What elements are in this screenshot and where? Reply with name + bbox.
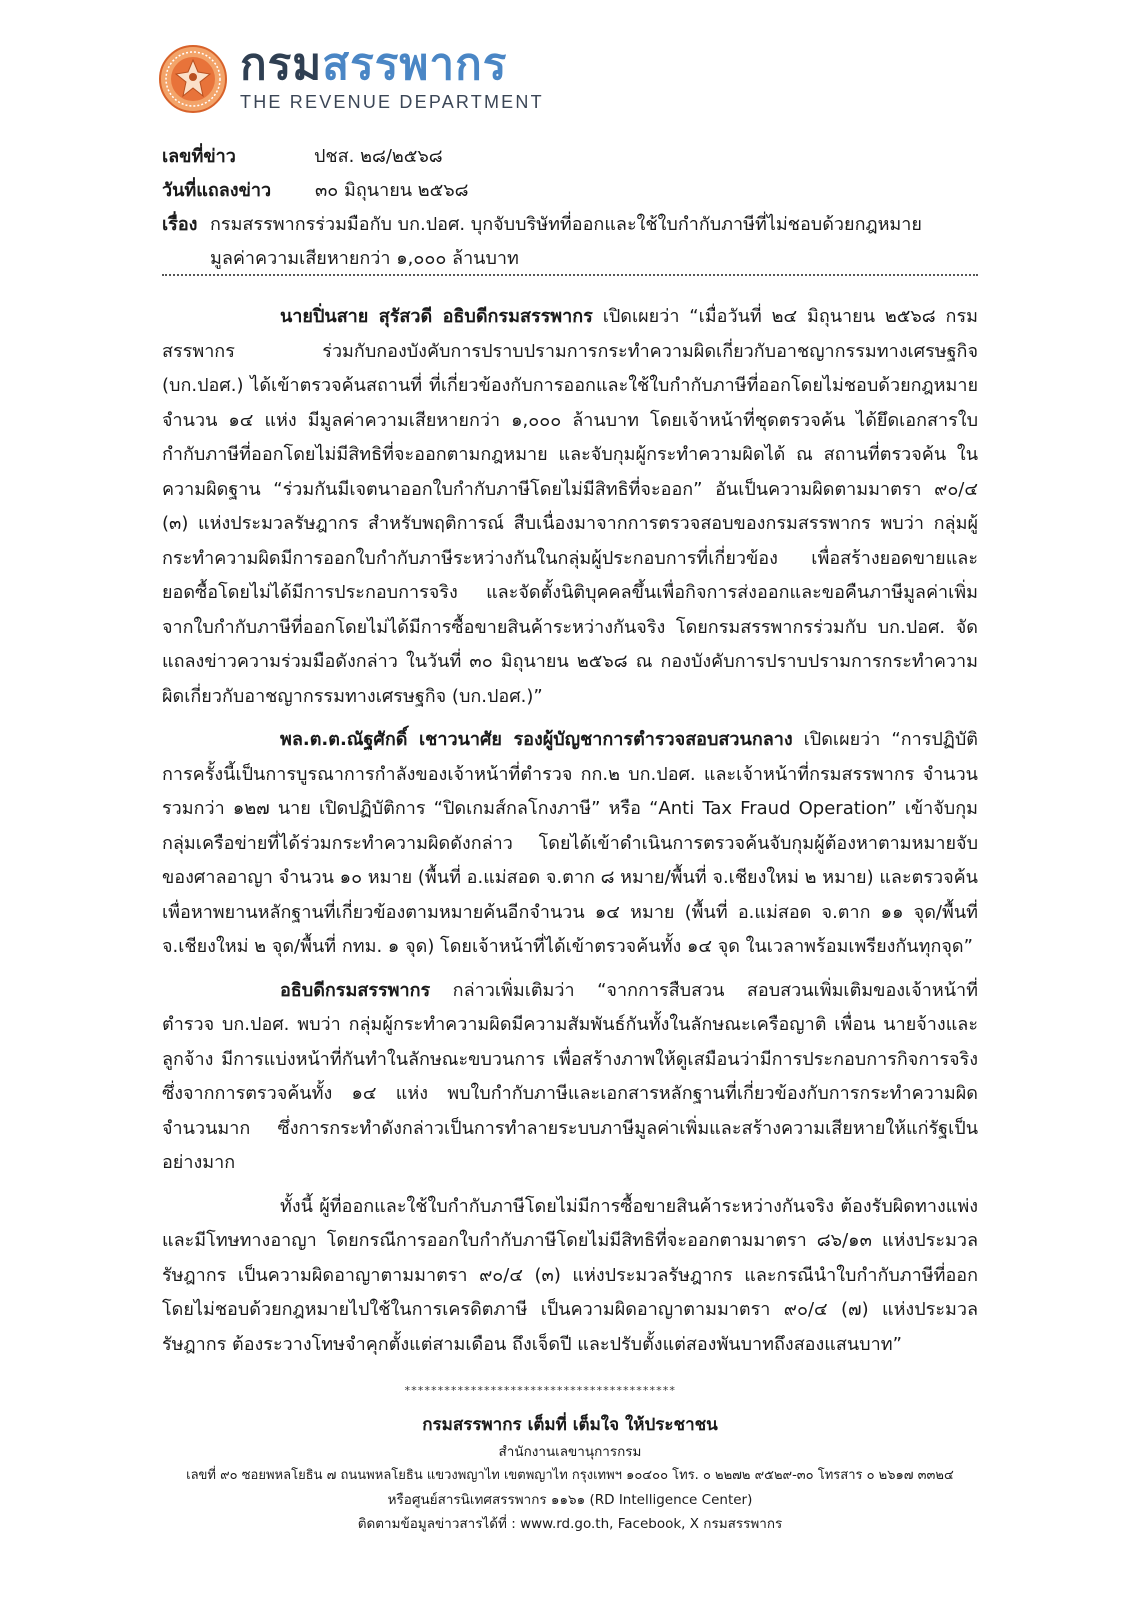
paragraph-2-speaker: พล.ต.ต.ณัฐศักดิ์ เชาวนาศัย รองผู้บัญชาการตำรวจสอบสวนกลาง [280, 729, 793, 750]
brand-name-th-part1: กรม [240, 39, 323, 90]
brand-name-en: THE REVENUE DEPARTMENT [240, 92, 544, 112]
paragraph-3-text: กล่าวเพิ่มเติมว่า “จากการสืบสวน สอบสวนเพิ่มเติมของเจ้าหน้าที่ตำรวจ บก.ปอศ. พบว่า กลุ่มผู้กระทำความผิดมีความสัมพันธ์กันทั้งในลักษณะเครือญาติ เพื่อน นายจ้างและลูกจ้าง มีการแบ่งหน้าที่กันทำในลักษณะขบวนการ เพื่อสร้างภาพให้ดูเสมือนว่ามีการประกอบการกิจการจริง ซึ่งจากการตรวจค้นทั้ง ๑๔ แห่ง พบใบกำกับภาษีและเอกสารหลักฐานที่เกี่ยวข้องกับการกระทำความผิดจำนวนมาก ซึ่งการกระทำดังกล่าวเป็นการทำลายระบบภาษีมูลค่าเพิ่มและสร้างความเสียหายให้แก่รัฐเป็นอย่างมาก [162, 979, 978, 1173]
press-release-body [162, 300, 978, 1371]
date-value: ๓๐ มิถุนายน ๒๕๖๘ [315, 180, 469, 201]
footer-info-center: หรือศูนย์สารนิเทศสรรพากร ๑๑๖๑ (RD Intelligence Center) [387, 1492, 753, 1508]
footer-slogan: กรมสรรพากร เต็มที่ เต็มใจ ให้ประชาชน [422, 1415, 718, 1435]
revenue-department-seal-icon [158, 44, 228, 114]
footer [162, 1410, 978, 1536]
paragraph-3-speaker: อธิบดีกรมสรรพากร [280, 979, 431, 1001]
paragraph-1-speaker: นายปิ่นสาย สุรัสวดี อธิบดีกรมสรรพากร [280, 306, 593, 327]
subject-line-1: กรมสรรพากรร่วมมือกับ บก.ปอศ. บุกจับบริษัทที่ออกและใช้ใบกำกับภาษีที่ไม่ชอบด้วยกฎหมาย [210, 214, 922, 235]
paragraph-1 [162, 300, 978, 714]
footer-follow-links: ติดตามข้อมูลข่าวสารได้ที่ : www.rd.go.th, Facebook, X กรมสรรพากร [357, 1516, 783, 1532]
star-separator: ***************************************** [404, 1384, 676, 1397]
brand-name-th-part2: สรรพากร [322, 39, 508, 90]
subject-line-2: มูลค่าความเสียหายกว่า ๑,๐๐๐ ล้านบาท [210, 248, 519, 269]
news-number-value: ปชส. ๒๘/๒๕๖๘ [314, 146, 443, 167]
subject-value [210, 208, 1010, 276]
paragraph-2-text: เปิดเผยว่า “การปฏิบัติการครั้งนี้เป็นการบูรณาการกำลังของเจ้าหน้าที่ตำรวจ กก.๒ บก.ปอศ. และเจ้าหน้าที่กรมสรรพากร จำนวนรวมกว่า ๑๒๗ นาย เปิดปฏิบัติการ “ปิดเกมส์กลโกงภาษี” หรือ “Anti Tax Fraud Operation” เข้าจับกุมกลุ่มเครือข่ายที่ได้ร่วมกระทำความผิดดังกล่าว โดยได้เข้าดำเนินการตรวจค้นจับกุมผู้ต้องหาตามหมายจับของศาลอาญา จำนวน ๑๐ หมาย (พื้นที่ อ.แม่สอด จ.ตาก ๘ หมาย/พื้นที่ จ.เชียงใหม่ ๒ หมาย) และตรวจค้นเพื่อหาพยานหลักฐานที่เกี่ยวข้องตามหมายค้นอีกจำนวน ๑๔ หมาย (พื้นที่ อ.แม่สอด จ.ตาก ๑๑ จุด/พื้นที่ จ.เชียงใหม่ ๒ จุด/พื้นที่ กทม. ๑ จุด) โดยเจ้าหน้าที่ได้เข้าตรวจค้นทั้ง ๑๔ จุด ในเวลาพร้อมเพรียงกันทุกจุด” [162, 729, 978, 957]
paragraph-4-text: ทั้งนี้ ผู้ที่ออกและใช้ใบกำกับภาษีโดยไม่มีการซื้อขายสินค้าระหว่างกันจริง ต้องรับผิดทางแพ่งและมีโทษทางอาญา โดยกรณีการออกใบกำกับภาษีโดยไม่มีสิทธิที่จะออกตามมาตรา ๘๖/๑๓ แห่งประมวลรัษฎากร เป็นความผิดอาญาตามมาตรา ๙๐/๔ (๓) แห่งประมวลรัษฎากร และกรณีนำใบกำกับภาษีที่ออกโดยไม่ชอบด้วยกฎหมายไปใช้ในการเครดิตภาษี เป็นความผิดอาญาตามมาตรา ๙๐/๔ (๗) แห่งประมวลรัษฎากร ต้องระวางโทษจำคุกตั้งแต่สามเดือน ถึงเจ็ดปี และปรับตั้งแต่สองพันบาทถึงสองแสนบาท” [162, 1195, 978, 1355]
letterhead [158, 38, 578, 118]
paragraph-4 [162, 1190, 978, 1363]
brand-logo [240, 40, 544, 113]
paragraph-1-text: เปิดเผยว่า “เมื่อวันที่ ๒๔ มิถุนายน ๒๕๖๘ กรมสรรพากร ร่วมกับกองบังคับการปราบปรามการกระทำความผิดเกี่ยวกับอาชญากรรมทางเศรษฐกิจ (บก.ปอศ.) ได้เข้าตรวจค้นสถานที่ ที่เกี่ยวข้องกับการออกและใช้ใบกำกับภาษีที่ออกโดยไม่ชอบด้วยกฎหมาย จำนวน ๑๔ แห่ง มีมูลค่าความเสียหายกว่า ๑,๐๐๐ ล้านบาท โดยเจ้าหน้าที่ชุดตรวจค้น ได้ยึดเอกสารใบกำกับภาษีที่ออกโดยไม่มีสิทธิที่จะออกตามกฎหมาย และจับกุมผู้กระทำความผิดได้ ณ สถานที่ตรวจค้น ในความผิดฐาน “ร่วมกันมีเจตนาออกใบกำกับภาษีโดยไม่มีสิทธิที่จะออก” อันเป็นความผิดตามมาตรา ๙๐/๔ (๓) แห่งประมวลรัษฎากร สำหรับพฤติการณ์ สืบเนื่องมาจากการตรวจสอบของกรมสรรพากร พบว่า กลุ่มผู้กระทำความผิดมีการออกใบกำกับภาษีระหว่างกันในกลุ่มผู้ประกอบการที่เกี่ยวข้อง เพื่อสร้างยอดขายและยอดซื้อโดยไม่ได้มีการประกอบการจริง และจัดตั้งนิติบุคคลขึ้นเพื่อกิจการส่งออกและขอคืนภาษีมูลค่าเพิ่มจากใบกำกับภาษีที่ออกโดยไม่ได้มีการซื้อขายสินค้าระหว่างกันจริง โดยกรมสรรพากรร่วมกับ บก.ปอศ. จัดแถลงข่าวความร่วมมือดังกล่าว ในวันที่ ๓๐ มิถุนายน ๒๕๖๘ ณ กองบังคับการปราบปรามการกระทำความผิดเกี่ยวกับอาชญากรรมทางเศรษฐกิจ (บก.ปอศ.)” [162, 306, 978, 707]
paragraph-3 [162, 974, 978, 1181]
footer-address: เลขที่ ๙๐ ซอยพหลโยธิน ๗ ถนนพหลโยธิน แขวงพญาไท เขตพญาไท กรุงเทพฯ ๑๐๔๐๐ โทร. ๐ ๒๒๗๒ ๙๕๒๙-๓๐ โทรสาร ๐ ๒๖๑๗ ๓๓๒๔ [186, 1468, 954, 1483]
brand-name-th [240, 40, 544, 90]
news-meta [162, 140, 1022, 276]
dotted-divider [162, 272, 978, 276]
date-row: วันที่แถลงข่าว ๓๐ มิถุนายน ๒๕๖๘ [162, 174, 1022, 208]
news-number-row: เลขที่ข่าว ปชส. ๒๘/๒๕๖๘ [162, 140, 1022, 174]
subject-row: เรื่อง กรมสรรพากรร่วมมือกับ บก.ปอศ. บุกจับบริษัทที่ออกและใช้ใบกำกับภาษีที่ไม่ชอบด้วยกฎหมาย มูลค่าความเสียหายกว่า ๑,๐๐๐ ล้านบาท [162, 208, 1022, 276]
paragraph-2 [162, 723, 978, 965]
footer-office: สำนักงานเลขานุการกรม [498, 1444, 642, 1460]
